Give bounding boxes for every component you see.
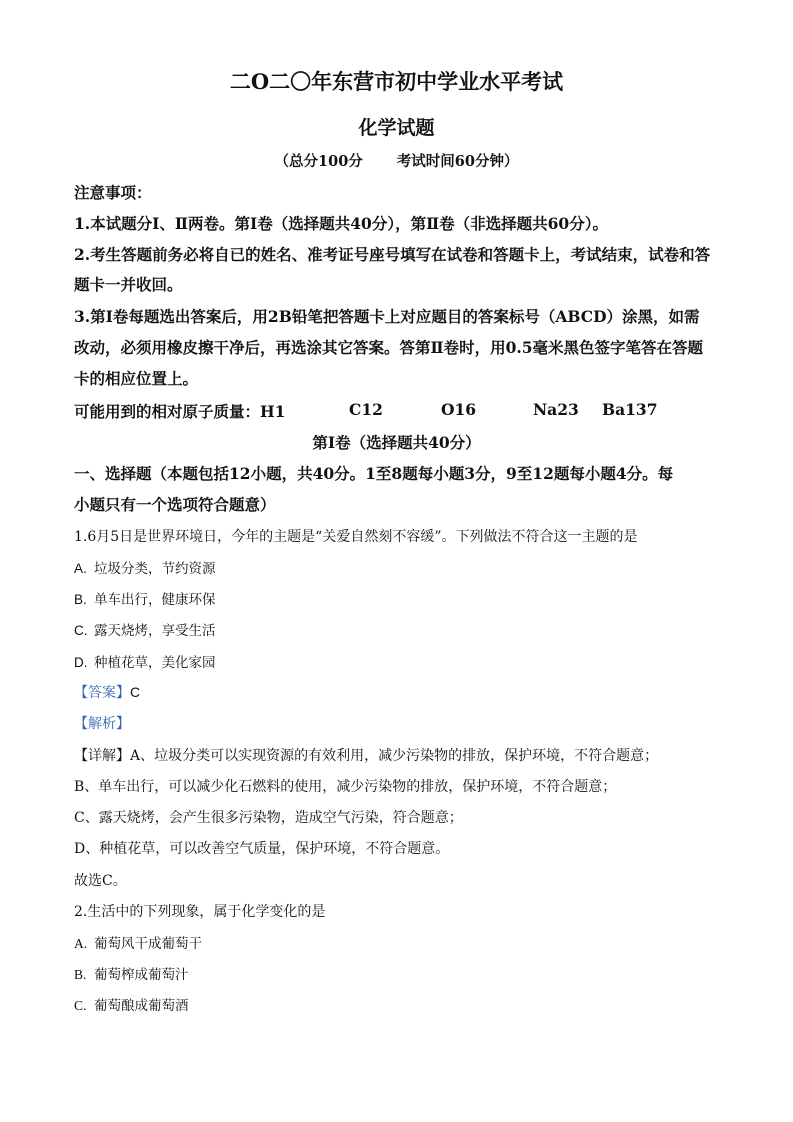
option-text: 种植花草，美化家园 bbox=[94, 655, 216, 671]
analysis-tag: 【解析】 bbox=[74, 716, 130, 732]
note-2-line-1: 2.考生答题前务必将自已的姓名、准考证号座号填写在试卷和答题卡上，考试结束，试卷和答 bbox=[74, 245, 711, 264]
option-letter: C. bbox=[74, 998, 87, 1013]
option-text: 单车出行，健康环保 bbox=[94, 592, 216, 608]
subject-title: 化学试题 bbox=[358, 117, 435, 139]
option-text: 垃圾分类，节约资源 bbox=[94, 561, 216, 577]
option-letter: D. bbox=[74, 655, 88, 670]
option-text: 葡萄风干成葡萄干 bbox=[94, 936, 202, 952]
score-info: （总分100分 bbox=[274, 153, 363, 170]
section-1-intro-line-2: 小题只有一个选项符合题意） bbox=[74, 495, 276, 514]
question-1-detail-b: B、单车出行，可以减少化石燃料的使用，减少污染物的排放，保护环境，不符合题意； bbox=[74, 779, 617, 795]
question-1-option-a bbox=[74, 557, 216, 577]
question-1-option-d bbox=[74, 651, 216, 671]
mass-carbon: C12 bbox=[349, 400, 383, 419]
question-2-option-b bbox=[74, 963, 189, 983]
question-1-option-b bbox=[74, 588, 216, 608]
mass-sodium: Na23 bbox=[533, 400, 579, 419]
question-1-conclusion: 故选C。 bbox=[74, 873, 127, 889]
section-1-intro-line-1: 一、选择题（本题包括12小题，共40分。1至8题每小题3分，9至12题每小题4分。每 bbox=[74, 464, 674, 483]
question-1-answer bbox=[74, 682, 140, 702]
section-1-title: 第Ⅰ卷（选择题共40分） bbox=[312, 433, 481, 452]
note-3-line-1: 3.第Ⅰ卷每题选出答案后，用2B铅笔把答题卡上对应题目的答案标号（ABCD）涂黑，如需 bbox=[74, 307, 700, 326]
option-text: 葡萄榨成葡萄汁 bbox=[94, 967, 189, 983]
notes-heading: 注意事项： bbox=[74, 183, 152, 202]
option-letter: A. bbox=[74, 561, 87, 576]
score-time-info bbox=[0, 150, 793, 171]
option-letter: B. bbox=[74, 967, 87, 982]
atomic-mass-row bbox=[74, 400, 724, 422]
question-1-detail-d: D、种植花草，可以改善空气质量，保护环境，不符合题意。 bbox=[74, 841, 450, 857]
question-1-detail-c: C、露天烧烤，会产生很多污染物，造成空气污染，符合题意； bbox=[74, 810, 463, 826]
answer-tag: 【答案】 bbox=[74, 685, 130, 701]
question-1-stem: 1.6月5日是世界环境日，今年的主题是“关爱自然刻不容缓”。下列做法不符合这一主题的是 bbox=[74, 529, 638, 545]
option-text: 葡萄酿成葡萄酒 bbox=[94, 998, 189, 1014]
exam-title: 二O二〇年东营市初中学业水平考试 bbox=[229, 69, 564, 94]
question-1-detail-a bbox=[74, 745, 658, 765]
detail-text: A、垃圾分类可以实现资源的有效利用，减少污染物的排放，保护环境，不符合题意； bbox=[130, 748, 659, 764]
detail-tag: 【详解】 bbox=[74, 748, 130, 764]
answer-value: C bbox=[130, 684, 141, 700]
question-1-option-c bbox=[74, 619, 216, 639]
question-2-stem: 2.生活中的下列现象，属于化学变化的是 bbox=[74, 904, 326, 920]
option-letter: C. bbox=[74, 623, 88, 638]
option-letter: A. bbox=[74, 936, 88, 951]
option-text: 露天烧烤，享受生活 bbox=[94, 623, 216, 639]
question-2-option-c bbox=[74, 994, 189, 1014]
question-1-analysis-tag bbox=[74, 713, 130, 733]
note-3-line-2: 改动，必须用橡皮擦干净后，再选涂其它答案。答第Ⅱ卷时，用0.5毫米黑色签字笔答在答题 bbox=[74, 338, 704, 357]
mass-barium: Ba137 bbox=[602, 400, 658, 419]
mass-oxygen: O16 bbox=[441, 400, 477, 419]
time-info: 考试时间60分钟） bbox=[396, 153, 519, 170]
question-2-option-a bbox=[74, 932, 202, 952]
option-letter: B. bbox=[74, 592, 87, 607]
note-2-line-2: 题卡一并收回。 bbox=[74, 275, 183, 294]
note-1: 1.本试题分Ⅰ、Ⅱ两卷。第Ⅰ卷（选择题共40分），第Ⅱ卷（非选择题共60分）。 bbox=[74, 214, 608, 233]
note-3-line-3: 卡的相应位置上。 bbox=[74, 369, 199, 388]
atomic-mass-label: 可能用到的相对原子质量：H1 bbox=[74, 402, 286, 421]
